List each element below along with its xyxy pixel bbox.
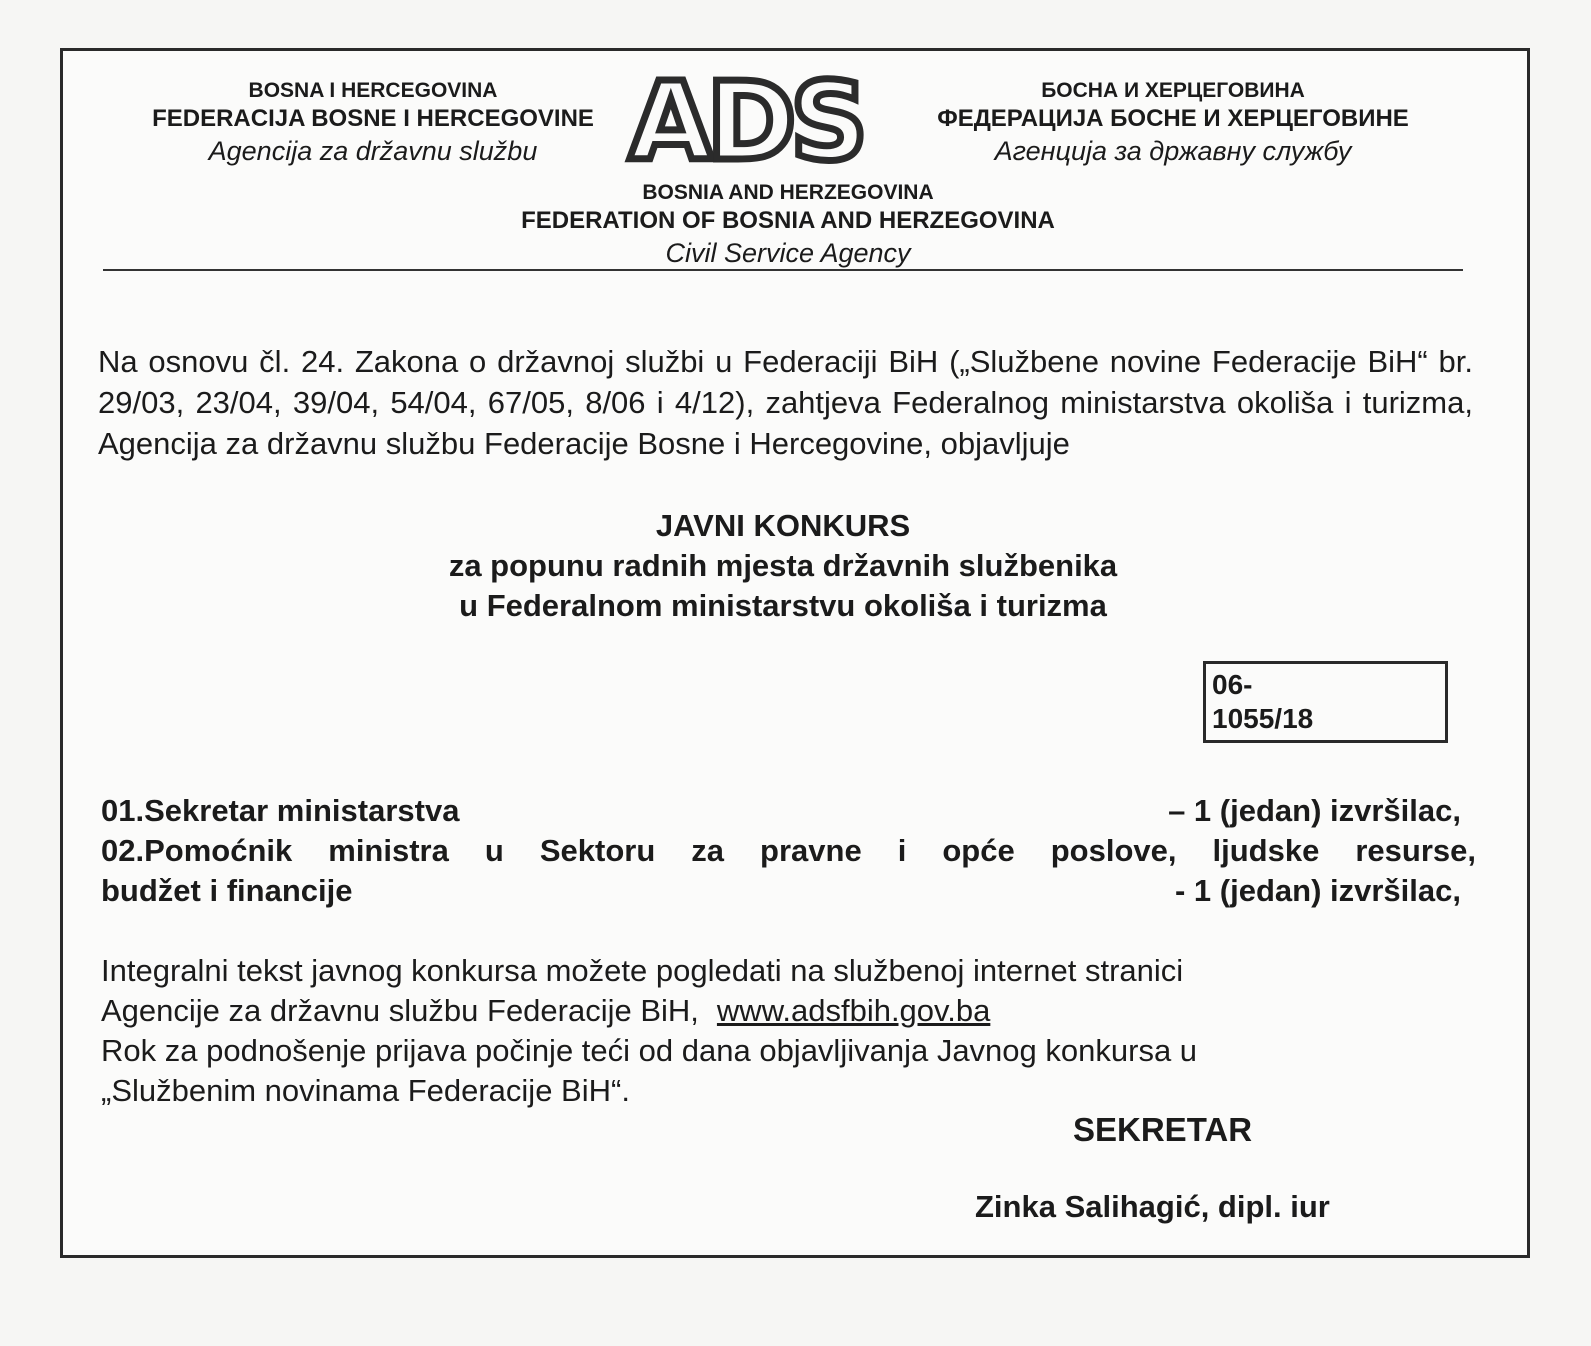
signature-role: SEKRETAR	[1073, 1111, 1253, 1148]
header-federation: FEDERACIJA BOSNE I HERCEGOVINE	[152, 105, 594, 132]
reference-number-box	[1203, 661, 1448, 743]
info-line-2	[101, 991, 1391, 1031]
info-line-3: Rok za podnošenje prijava počinje teći od dana objavljivanja Javnog konkursa u	[101, 1033, 1198, 1068]
info-line-2-text: Agencije za državnu službu Federacije BiH,	[101, 993, 699, 1028]
header-country-cyrillic: БОСНА И ХЕРЦЕГОВИНА	[1041, 79, 1305, 102]
notice-page	[60, 48, 1530, 1258]
intro-paragraph: Na osnovu čl. 24. Zakona o državnoj službi u Federaciji BiH („Službene novine Federacije BiH“ br. 29/03, 23/04, 39/04, 54/04, 67/05, 8/06 i 4/12), zahtjeva Federalnog ministarstva okoliša i turizma, Agencija za državnu službu Federacije Bosne i Hercegovine, objavljuje	[98, 344, 1473, 461]
header-agency: Agencija za državnu službu	[208, 136, 538, 166]
header-country: BOSNA I HERCEGOVINA	[248, 79, 498, 102]
position-2-count: - 1 (jedan) izvršilac,	[1175, 873, 1461, 908]
info-line-1: Integralni tekst javnog konkursa možete pogledati na službenoj internet stranici	[101, 953, 1184, 988]
info-paragraph	[101, 951, 1391, 1111]
signature-name: Zinka Salihagić, dipl. iur	[975, 1189, 1330, 1224]
header-federation-cyrillic: ФЕДЕРАЦИЈА БОСНЕ И ХЕРЦЕГОВИНЕ	[937, 105, 1409, 132]
header-country-english: BOSNIA AND HERZEGOVINA	[642, 181, 934, 204]
notice-title	[313, 506, 1253, 626]
header-federation-english: FEDERATION OF BOSNIA AND HERZEGOVINA	[521, 207, 1055, 234]
header-agency-english: Civil Service Agency	[665, 238, 911, 268]
title-subtitle-1: za popunu radnih mjesta državnih službenika	[448, 548, 1118, 583]
header-right-cyrillic	[908, 77, 1438, 168]
position-item-2: 02.Pomoćnik ministra u Sektoru za pravne i opće poslove, ljudske resurse,	[101, 833, 1476, 868]
info-line-4: „Službenim novinama Federacije BiH“.	[101, 1073, 630, 1108]
website-link[interactable]: www.adsfbih.gov.ba	[716, 993, 991, 1028]
header-agency-cyrillic: Агенција за државну службу	[994, 136, 1352, 166]
title-main: JAVNI KONKURS	[655, 508, 911, 543]
header-divider	[103, 269, 1463, 271]
reference-line-2: 1055/18	[1212, 703, 1314, 734]
title-subtitle-2: u Federalnom ministarstvu okoliša i turizma	[459, 588, 1107, 623]
header-center-english	[383, 179, 1193, 270]
ads-logo: ADS	[628, 60, 862, 185]
position-1-count: – 1 (jedan) izvršilac,	[1168, 793, 1461, 828]
header-left-latin	[123, 77, 623, 168]
position-item-1	[101, 791, 1476, 831]
position-2-name-cont: budžet i financije	[101, 873, 353, 908]
position-item-2-continued	[101, 871, 1476, 911]
reference-line-1: 06-	[1212, 669, 1253, 700]
position-1-name: 01.Sekretar ministarstva	[101, 793, 460, 828]
